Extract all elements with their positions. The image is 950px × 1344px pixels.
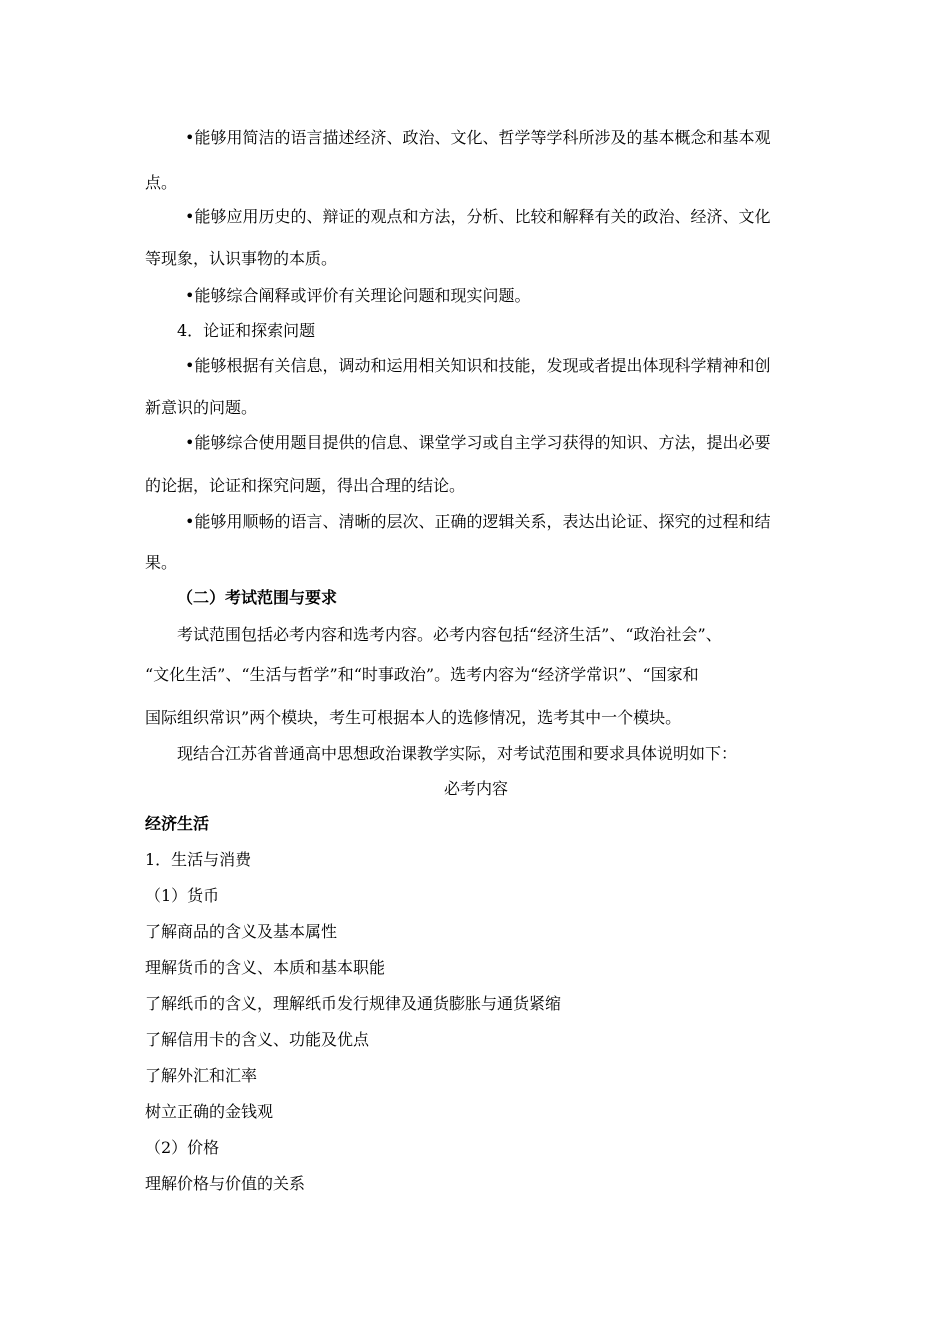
heading-argue-explore: 4．论证和探索问题: [177, 321, 316, 340]
bullet-use-information-line2: 的论据，论证和探究问题，得出合理的结论。: [145, 476, 466, 495]
list-item: 理解货币的含义、本质和基本职能: [145, 958, 386, 977]
bullet-express-line1: •能够用顺畅的语言、清晰的层次、正确的逻辑关系，表达出论证、探究的过程和结: [185, 512, 771, 531]
bullet-basic-concepts-line2: 点。: [145, 173, 178, 192]
list-item: 了解信用卡的含义、功能及优点: [145, 1030, 370, 1049]
bullet-interpret-evaluate: •能够综合阐释或评价有关理论问题和现实问题。: [185, 286, 531, 305]
bullet-history-dialectic-line2: 等现象，认识事物的本质。: [145, 249, 338, 268]
life-consumption-heading: 1．生活与消费: [145, 850, 252, 869]
list-item: 树立正确的金钱观: [145, 1102, 274, 1121]
scope-paragraph-line3: 国际组织常识”两个模块，考生可根据本人的选修情况，选考其中一个模块。: [145, 708, 682, 727]
list-item: 理解价格与价值的关系: [145, 1174, 306, 1193]
jiangsu-paragraph: 现结合江苏省普通高中思想政治课教学实际，对考试范围和要求具体说明如下：: [177, 744, 738, 763]
list-item: 了解纸币的含义，理解纸币发行规律及通货膨胀与通货紧缩: [145, 994, 562, 1013]
bullet-history-dialectic-line1: •能够应用历史的、辩证的观点和方法，分析、比较和解释有关的政治、经济、文化: [185, 207, 771, 226]
scope-paragraph-line1: 考试范围包括必考内容和选考内容。必考内容包括“经济生活”、“政治社会”、: [177, 625, 722, 644]
bullet-basic-concepts-line1: •能够用简洁的语言描述经济、政治、文化、哲学等学科所涉及的基本概念和基本观: [185, 128, 771, 147]
list-item: 了解外汇和汇率: [145, 1066, 258, 1085]
bullet-raise-questions-line1: •能够根据有关信息，调动和运用相关知识和技能，发现或者提出体现科学精神和创: [185, 356, 771, 375]
money-subheading: （1）货币: [145, 886, 220, 905]
economic-life-title: 经济生活: [145, 814, 210, 833]
list-item: 了解商品的含义及基本属性: [145, 922, 338, 941]
scope-paragraph-line2: “文化生活”、“生活与哲学”和“时事政治”。选考内容为“经济学常识”、“国家和: [145, 665, 699, 684]
heading-exam-scope: （二）考试范围与要求: [177, 588, 338, 607]
price-subheading: （2）价格: [145, 1138, 220, 1157]
required-content-title: 必考内容: [443, 779, 508, 798]
bullet-raise-questions-line2: 新意识的问题。: [145, 398, 258, 417]
bullet-use-information-line1: •能够综合使用题目提供的信息、课堂学习或自主学习获得的知识、方法，提出必要: [185, 433, 771, 452]
bullet-express-line2: 果。: [145, 553, 178, 572]
